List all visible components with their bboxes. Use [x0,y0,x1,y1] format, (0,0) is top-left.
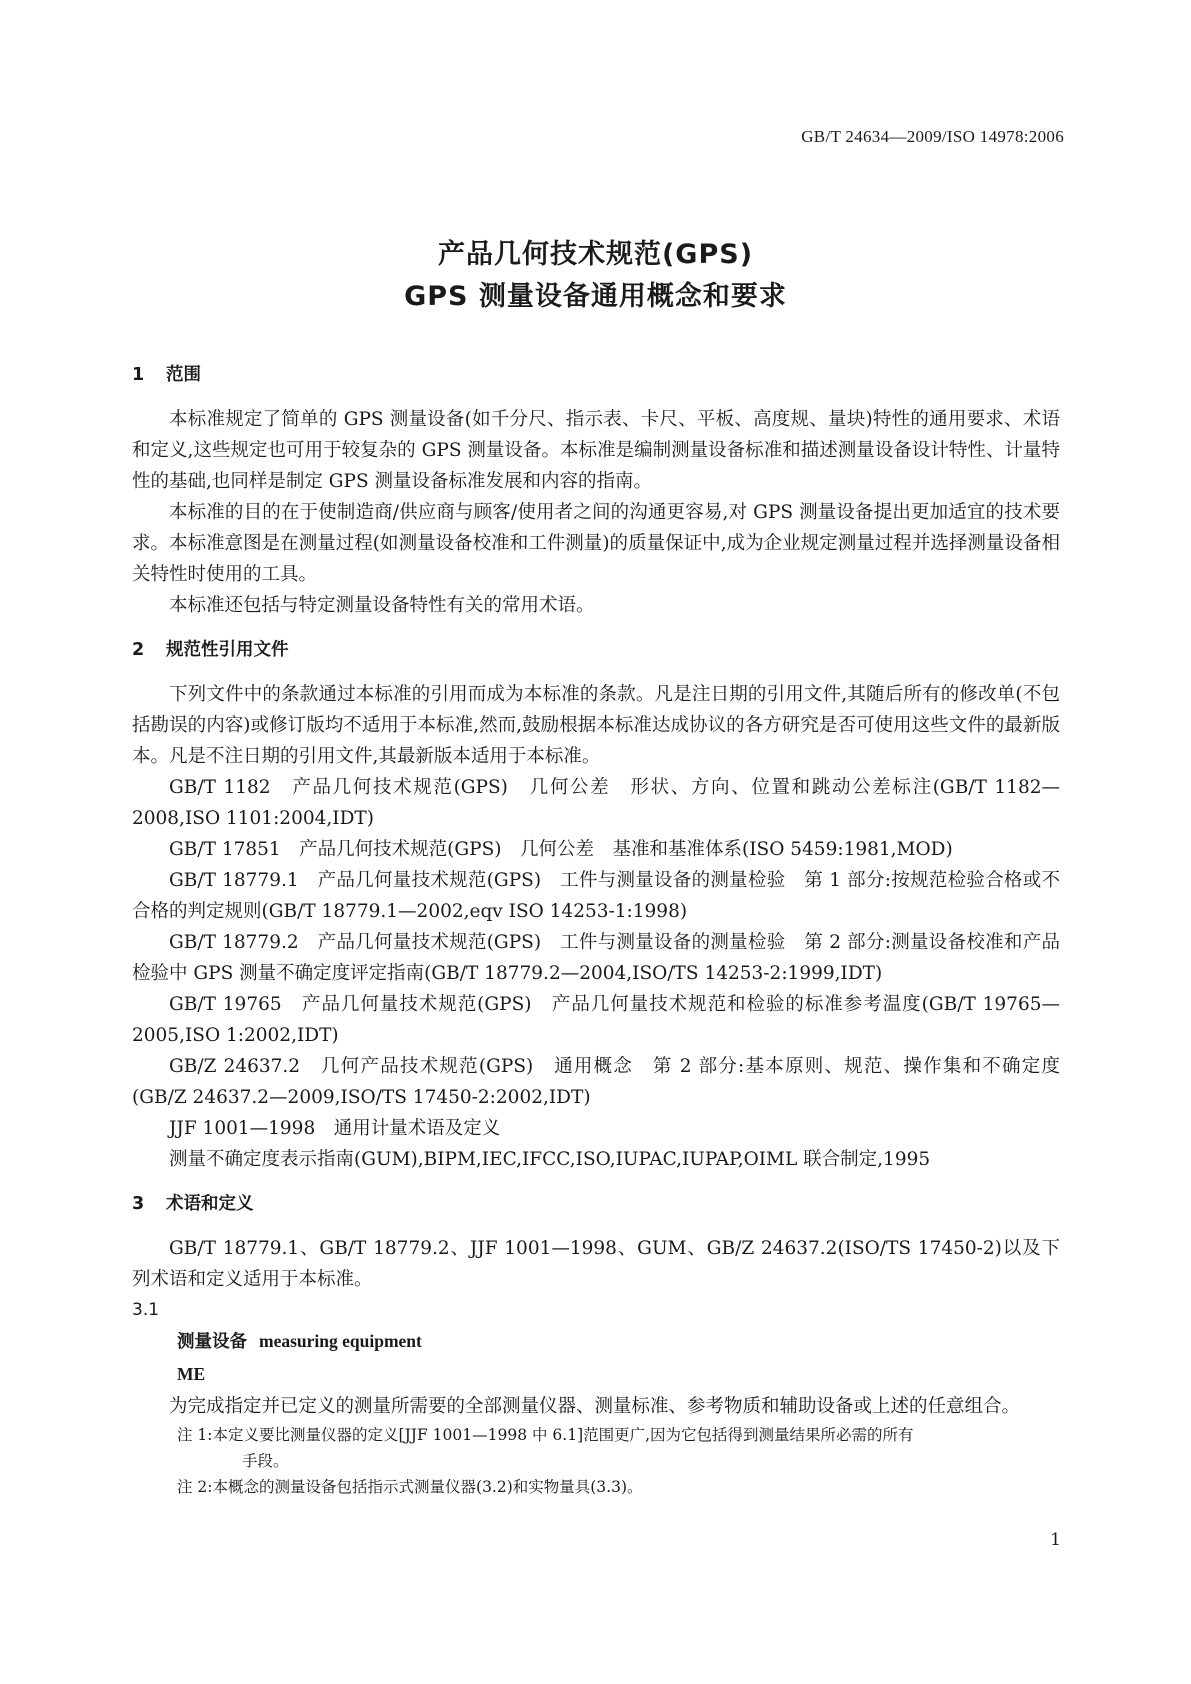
term-heading [132,1325,1060,1358]
section-number: 2 [132,640,145,660]
standard-code: GB/T 24634—2009/ISO 14978:2006 [801,127,1064,146]
paragraph: 本标准的目的在于使制造商/供应商与顾客/使用者之间的沟通更容易,对 GPS 测量设备提出更加适宜的技术要求。本标准意图是在测量过程(如测量设备校准和工件测量)的质量保证中,成为企业规定测量过程并选择测量设备相关特性时使用的工具。 [132,502,1060,585]
section-title: 规范性引用文件 [166,640,289,660]
reference-entry: GB/T 18779.2 产品几何量技术规范(GPS) 工件与测量设备的测量检验 第 2 部分:测量设备校准和产品检验中 GPS 测量不确定度评定指南(GB/T 18779.2—2004,ISO/TS 14253-2:1999,IDT) [132,932,1060,984]
term-abbreviation [132,1358,1060,1391]
term-number: 3.1 [132,1300,160,1320]
reference-entry: GB/T 17851 产品几何技术规范(GPS) 几何公差 基准和基准体系(ISO 5459:1981,MOD) [169,839,953,860]
term-definition: 为完成指定并已定义的测量所需要的全部测量仪器、测量标准、参考物质和辅助设备或上述的任意组合。 [169,1396,1021,1417]
note-text: 本定义要比测量仪器的定义[JJF 1001—1998 中 6.1]范围更广,因为它包括得到测量结果所必需的所有 [212,1426,914,1444]
page-number: 1 [1050,1530,1061,1550]
reference-entry: GB/T 19765 产品几何量技术规范(GPS) 产品几何量技术规范和检验的标准参考温度(GB/T 19765—2005,ISO 1:2002,IDT) [132,994,1060,1046]
note-2 [132,1474,1060,1500]
section-title: 术语和定义 [166,1194,254,1214]
term-en: measuring equipment [259,1331,422,1351]
reference-entry: GB/T 1182 产品几何技术规范(GPS) 几何公差 形状、方向、位置和跳动公差标注(GB/T 1182—2008,ISO 1101:2004,IDT) [132,777,1060,829]
section-number: 1 [132,365,145,385]
note-label: 注 1: [177,1426,213,1444]
paragraph: GB/T 18779.1、GB/T 18779.2、JJF 1001—1998、GUM、GB/Z 24637.2(ISO/TS 17450-2)以及下列术语和定义适用于本标准。 [132,1238,1060,1290]
note-1-continuation: 手段。 [242,1452,289,1470]
paragraph: 本标准还包括与特定测量设备特性有关的常用术语。 [169,595,595,616]
document-body [132,360,1060,1500]
paragraph: 本标准规定了简单的 GPS 测量设备(如千分尺、指示表、卡尺、平板、高度规、量块)特性的通用要求、术语和定义,这些规定也可用于较复杂的 GPS 测量设备。本标准是编制测量设备标准和描述测量设备设计特性、计量特性的基础,也同样是制定 GPS 测量设备标准发展和内容的指南。 [132,409,1060,492]
paragraph: 下列文件中的条款通过本标准的引用而成为本标准的条款。凡是注日期的引用文件,其随后所有的修改单(不包括勘误的内容)或修订版均不适用于本标准,然而,鼓励根据本标准达成协议的各方研究是否可使用这些文件的最新版本。凡是不注日期的引用文件,其最新版本适用于本标准。 [132,684,1060,767]
note-label: 注 2: [177,1478,213,1496]
title-line-2: GPS 测量设备通用概念和要求 [404,281,787,312]
term-abbr: ME [177,1364,206,1384]
title-line-1: 产品几何技术规范(GPS) [437,239,754,270]
note-1 [132,1422,1060,1448]
reference-entry: GB/Z 24637.2 几何产品技术规范(GPS) 通用概念 第 2 部分:基本原则、规范、操作集和不确定度(GB/Z 24637.2—2009,ISO/TS 17450-2:2002,IDT) [132,1056,1060,1108]
section-title: 范围 [166,365,201,385]
reference-entry: GB/T 18779.1 产品几何量技术规范(GPS) 工件与测量设备的测量检验 第 1 部分:按规范检验合格或不合格的判定规则(GB/T 18779.1—2002,eqv ISO 14253-1:1998) [132,870,1060,922]
section-heading-scope [132,360,1060,390]
reference-entry: JJF 1001—1998 通用计量术语及定义 [169,1118,501,1139]
note-text: 本概念的测量设备包括指示式测量仪器(3.2)和实物量具(3.3)。 [212,1478,643,1496]
section-heading-normative-references [132,635,1060,665]
section-number: 3 [132,1194,145,1214]
reference-entry: 测量不确定度表示指南(GUM),BIPM,IEC,IFCC,ISO,IUPAC,IUPAP,OIML 联合制定,1995 [169,1149,931,1170]
term-zh: 测量设备 [177,1332,247,1352]
section-heading-terms-definitions [132,1189,1060,1219]
